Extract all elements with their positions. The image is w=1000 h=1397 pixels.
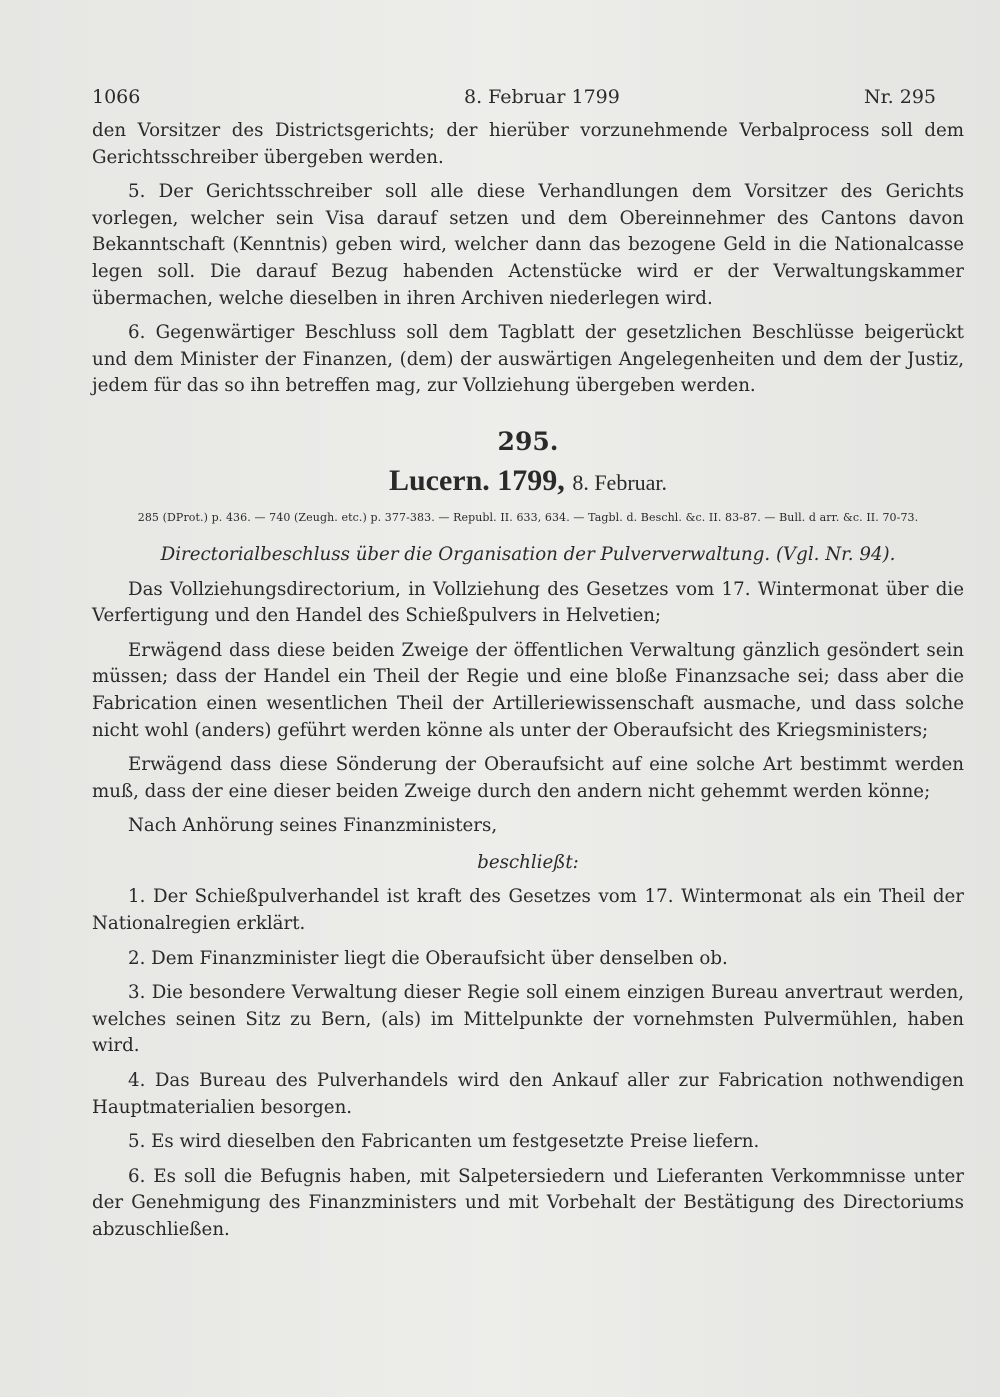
entry-paragraph-2: Erwägend dass diese beiden Zweige der öffentlichen Verwaltung gänzlich gesöndert sein müssen; dass der Handel ein Theil der Regie und eine bloße Finanzsache sei; dass aber die Fabrication einen wesentlichen Theil der Artilleriewissenschaft ausmache, und dass solche nicht wohl (anders) geführt werden könne als unter der Oberaufsicht des Kriegsministers; [92,639,964,741]
entry-paragraph-1: Das Vollziehungsdirectorium, in Vollziehung des Gesetzes vom 17. Wintermonat über die Verfertigung und den Handel des Schießpulvers in Helvetien; [92,578,964,627]
entry-number: 295. [497,426,559,456]
header-number: Nr. 295 [864,86,936,108]
entry-place: Lucern. 1799, [388,463,565,497]
decision-item-5: 5. Es wird dieselben den Fabricanten um festgesetzte Preise liefern. [128,1131,760,1153]
header-date: 8. Februar 1799 [464,86,620,108]
page-number: 1066 [92,86,141,108]
page-body [92,118,964,1244]
paragraph-5: 5. Der Gerichtsschreiber soll alle diese Verhandlungen dem Vorsitzer des Gerichts vorlegen, welcher sein Visa darauf setzen und dem Obereinnehmer des Cantons davon Bekanntschaft (Kenntnis) geben wird, welcher dann das bezogene Geld in die Nationalcasse legen soll. Die darauf Bezug habenden Actenstücke wird er der Verwaltungskammer übermachen, welche dieselben in ihren Archiven niederlegen wird. [92,181,964,309]
decides-heading: beschließt: [477,851,579,873]
paragraph-6: 6. Gegenwärtiger Beschluss soll dem Tagblatt der gesetzlichen Beschlüsse beigerückt und dem Minister der Finanzen, (dem) der auswärtigen Angelegenheiten und dem der Justiz, jedem für das so ihn betreffen mag, zur Vollziehung übergeben werden. [92,322,964,397]
decision-item-4: 4. Das Bureau des Pulverhandels wird den Ankauf aller zur Fabrication nothwendigen Hauptmaterialien besorgen. [92,1070,964,1118]
entry-paragraph-3: Erwägend dass diese Sönderung der Oberaufsicht auf eine solche Art bestimmt werden muß, dass der eine dieser beiden Zweige durch den andern nicht gehemmt werden könne; [92,754,964,802]
paragraph-continued: den Vorsitzer des Districtsgerichts; der hierüber vorzunehmende Verbalprocess soll dem Gerichtsschreiber übergeben werden. [92,120,964,168]
entry-title: Directorialbeschluss über die Organisation der Pulververwaltung. (Vgl. Nr. 94). [160,543,896,565]
decision-item-2: 2. Dem Finanzminister liegt die Oberaufsicht über denselben ob. [128,947,728,969]
entry-paragraph-4: Nach Anhörung seines Finanzministers, [128,815,498,837]
decision-item-1: 1. Der Schießpulverhandel ist kraft des Gesetzes vom 17. Wintermonat als ein Theil der Nationalregien erklärt. [92,886,964,935]
entry-place-date [92,462,964,502]
entry-references: 285 (DProt.) p. 436. — 740 (Zeugh. etc.) p. 377-383. — Republ. II. 633, 634. — Tagbl. d. Beschl. &c. II. 83-87. — Bull. d arr. &c. II. 70-73. [137,510,919,524]
decision-item-3: 3. Die besondere Verwaltung dieser Regie soll einem einzigen Bureau anvertraut werden, welches seinen Sitz zu Bern, (als) im Mittelpunkte der vornehmsten Pulvermühlen, haben wird. [92,982,964,1057]
decision-item-6: 6. Es soll die Befugnis haben, mit Salpetersiedern und Lieferanten Verkommnisse unter der Genehmigung des Finanzministers und mit Vorbehalt der Bestätigung des Directoriums abzuschließen. [92,1165,964,1240]
entry-date: 8. Februar. [572,469,668,495]
running-header [92,86,960,116]
